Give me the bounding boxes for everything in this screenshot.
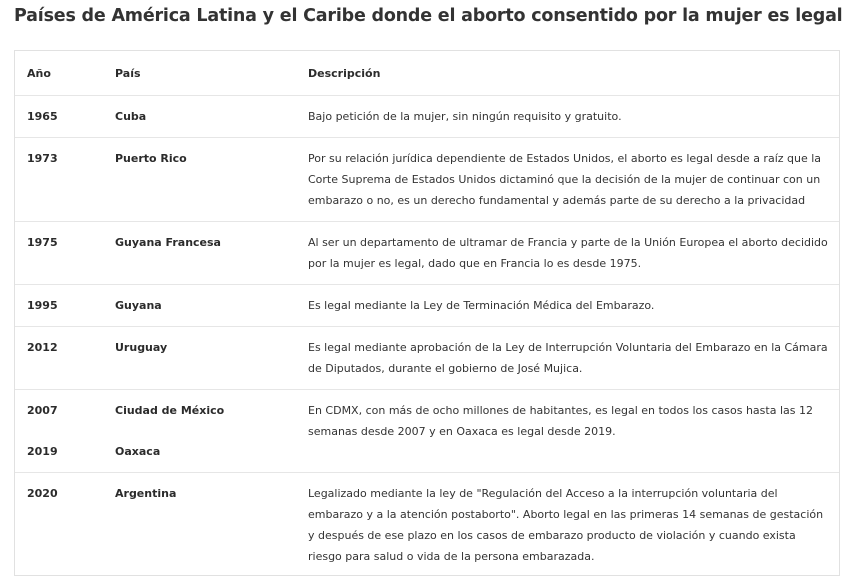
legal-abortion-table — [15, 51, 839, 577]
cell-country — [103, 390, 296, 473]
cell-country: Argentina — [115, 487, 177, 500]
table-row — [15, 285, 839, 327]
legal-abortion-table-card — [14, 50, 840, 576]
cell-description: Por su relación jurídica dependiente de Estados Unidos, el aborto es legal desde a raíz que la Corte Suprema de Estados Unidos dictaminó que la decisión de la mujer de continuar con un embarazo o no, es un derecho fundamental y además parte de su derecho a la privacidad — [308, 152, 822, 207]
column-header-country: País — [115, 67, 141, 80]
cell-description: Es legal mediante aprobación de la Ley de Interrupción Voluntaria del Embarazo en la Cámara de Diputados, durante el gobierno de José Mujica. — [308, 341, 828, 375]
table-row — [15, 138, 839, 222]
cell-description: Al ser un departamento de ultramar de Francia y parte de la Unión Europea el aborto decidido por la mujer es legal, dado que en Francia lo es desde 1975. — [308, 236, 828, 270]
cell-year: 2012 — [27, 341, 58, 354]
column-header-description: Descripción — [308, 67, 381, 80]
table-row — [15, 473, 839, 578]
cell-description: En CDMX, con más de ocho millones de habitantes, es legal en todos los casos hasta las 12 semanas desde 2007 y en Oaxaca es legal desde 2019. — [308, 404, 813, 438]
cell-year: 1995 — [27, 299, 58, 312]
cell-country: Puerto Rico — [115, 152, 187, 165]
table-row — [15, 96, 839, 138]
cell-country: Cuba — [115, 110, 147, 123]
table-row — [15, 222, 839, 285]
cell-description: Legalizado mediante la ley de "Regulación del Acceso a la interrupción voluntaria del embarazo y a la atención postaborto". Aborto legal en las primeras 14 semanas de gestación y después de ese plazo en los casos de embarazo producto de violación y cuando exista riesgo para salud o vida de la persona embarazada. — [308, 487, 824, 563]
cell-description: Es legal mediante la Ley de Terminación Médica del Embarazo. — [308, 299, 655, 312]
cell-year — [15, 390, 103, 473]
cell-year: 1975 — [27, 236, 58, 249]
cell-description: Bajo petición de la mujer, sin ningún requisito y gratuito. — [308, 110, 622, 123]
cell-country: Uruguay — [115, 341, 168, 354]
country-value: Ciudad de México — [115, 404, 225, 417]
table-row — [15, 390, 839, 473]
cell-year: 1965 — [27, 110, 58, 123]
page-title: Países de América Latina y el Caribe donde el aborto consentido por la mujer es legal — [14, 6, 843, 26]
cell-country: Guyana Francesa — [115, 236, 221, 249]
country-value: Oaxaca — [115, 445, 161, 458]
table-row — [15, 327, 839, 390]
cell-year: 2020 — [27, 487, 58, 500]
cell-year: 1973 — [27, 152, 58, 165]
year-value: 2007 — [27, 404, 58, 417]
year-value: 2019 — [27, 445, 58, 458]
cell-country: Guyana — [115, 299, 162, 312]
table-header-row — [15, 51, 839, 96]
column-header-year: Año — [27, 67, 51, 80]
